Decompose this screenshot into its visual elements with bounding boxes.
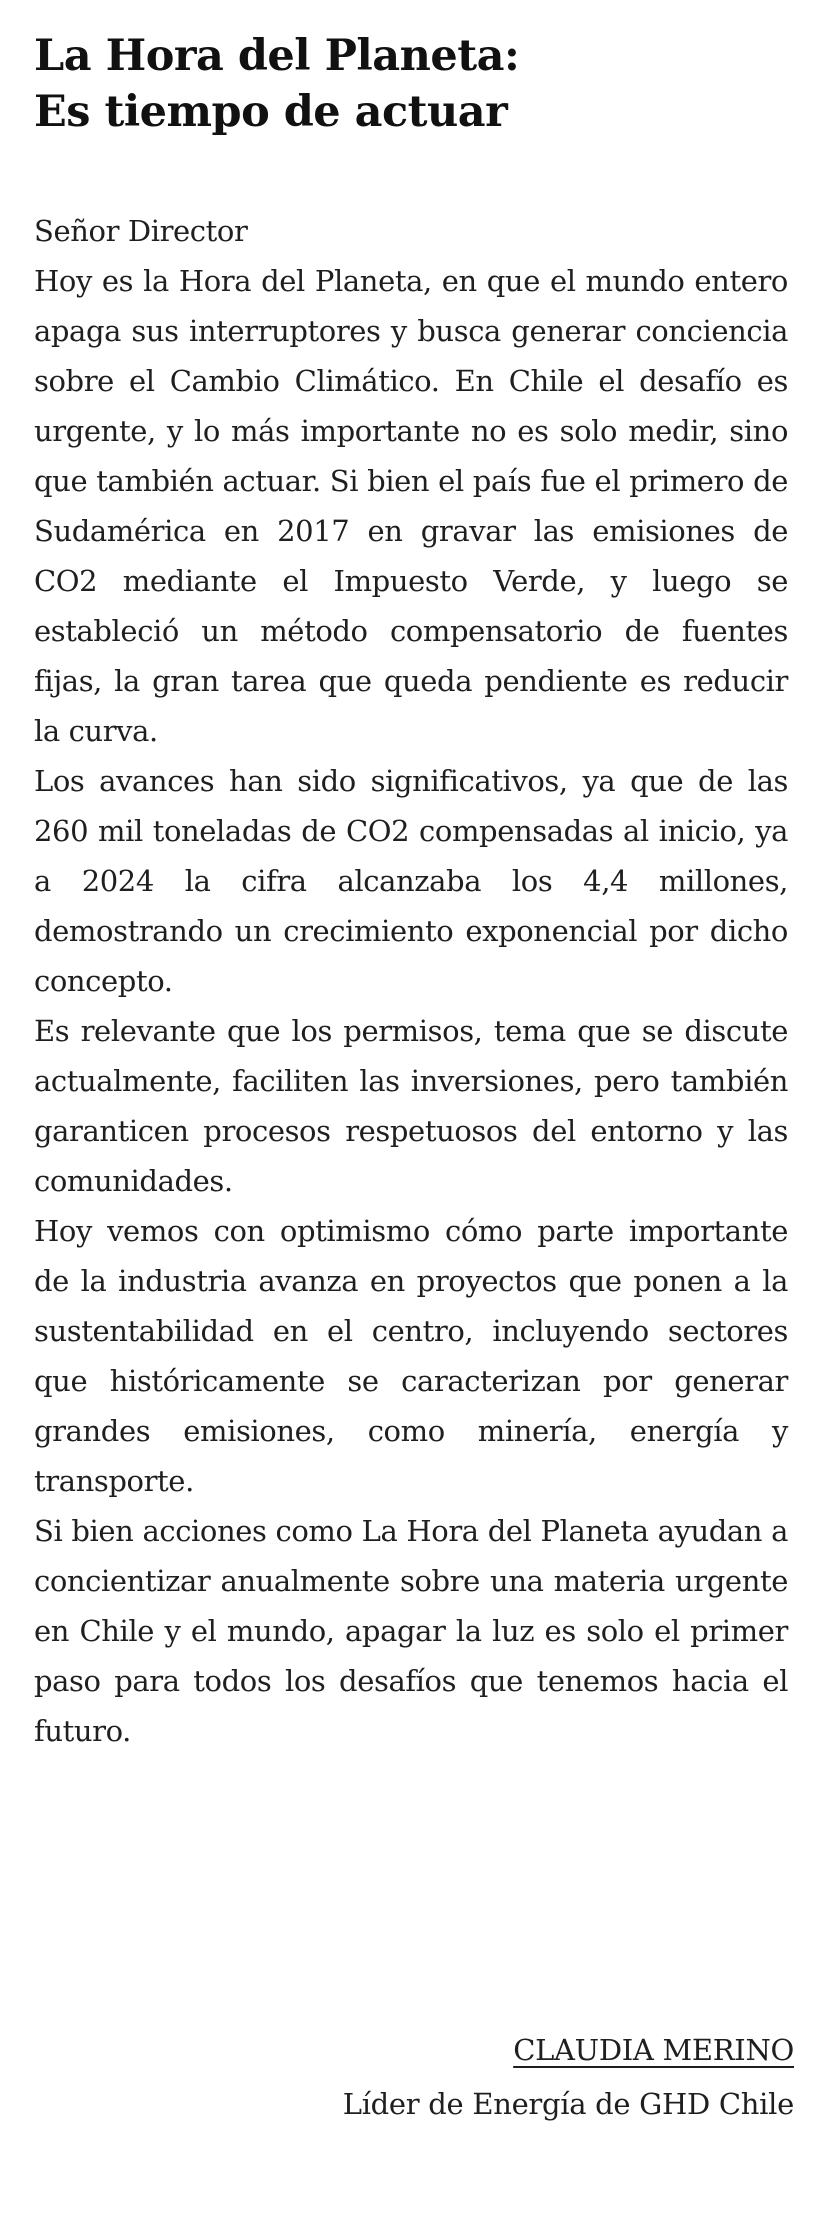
paragraph-2: Los avances han sido significativos, ya que de las 260 mil toneladas de CO2 compensadas al inicio, ya a 2024 la cifra alcanzaba los 4,4 millones, demostrando un crecimiento exponencial por dicho concepto. [34,764,788,998]
author-role: Líder de Energía de GHD Chile [342,2087,794,2121]
paragraph-4: Hoy vemos con optimismo cómo parte importante de la industria avanza en proyectos que ponen a la sustentabilidad en el centro, incluyendo sectores que históricamente se caracterizan por generar grandes emisiones, como minería, energía y transporte. [34,1214,788,1498]
author-name: CLAUDIA MERINO [513,2033,794,2067]
paragraph-3: Es relevante que los permisos, tema que se discute actualmente, faciliten las inversiones, pero también garanticen procesos respetuosos del entorno y las comunidades. [34,1014,788,1198]
salutation: Señor Director [34,214,248,248]
headline-line-1: La Hora del Planeta: [34,31,520,81]
letter-body [34,206,788,1756]
paragraph-1: Hoy es la Hora del Planeta, en que el mundo entero apaga sus interruptores y busca generar conciencia sobre el Cambio Climático. En Chile el desafío es urgente, y lo más importante no es solo medir, sino que también actuar. Si bien el país fue el primero de Sudamérica en 2017 en gravar las emisiones de CO2 mediante el Impuesto Verde, y luego se estableció un método compensatorio de fuentes fijas, la gran tarea que queda pendiente es reducir la curva. [34,264,788,748]
signature-block [343,2023,794,2131]
headline-line-2: Es tiempo de actuar [34,87,508,137]
letter [34,28,788,1756]
headline [34,28,788,140]
paragraph-5: Si bien acciones como La Hora del Planeta ayudan a concientizar anualmente sobre una materia urgente en Chile y el mundo, apagar la luz es solo el primer paso para todos los desafíos que tenemos hacia el futuro. [34,1514,788,1748]
